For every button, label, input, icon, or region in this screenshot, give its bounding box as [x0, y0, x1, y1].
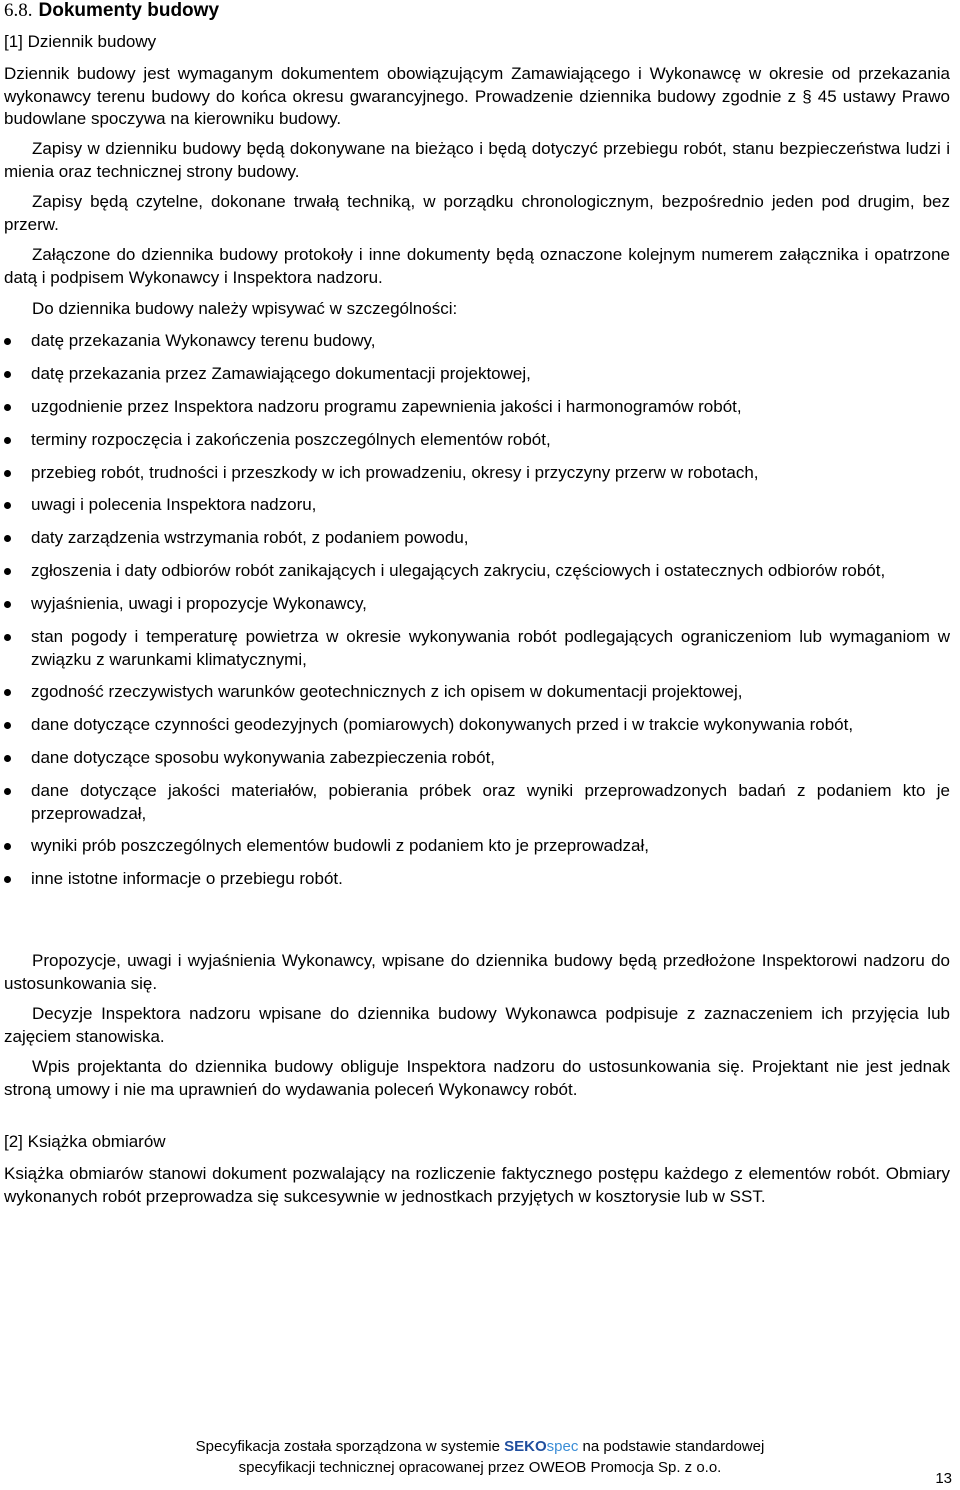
bullet-icon [4, 755, 11, 762]
paragraph-attachments: Załączone do dziennika budowy protokoły i inne dokumenty będą oznaczone kolejnym numerem załącznika i opatrzone datą i podpisem Wykonawcy i Inspektora nadzoru. [4, 245, 950, 287]
bullet-icon [4, 338, 11, 345]
paragraph-legibility: Zapisy będą czytelne, dokonane trwałą techniką, w porządku chronologicznym, bezpośrednio jeden pod drugim, bez przerw. [4, 192, 950, 234]
bullet-icon [4, 470, 11, 477]
page-number: 13 [935, 1470, 952, 1487]
footer-text: na podstawie standardowej [578, 1438, 765, 1455]
bullet-icon [4, 689, 11, 696]
bullet-icon [4, 437, 11, 444]
bullet-icon [4, 404, 11, 411]
paragraph-designer: Wpis projektanta do dziennika budowy obliguje Inspektora nadzoru do ustosunkowania się. Projektant nie jest jednak stroną umowy i nie ma uprawnień do wydawania poleceń Wykonawcy robót. [4, 1057, 950, 1099]
list-item: datę przekazania przez Zamawiającego dokumentacji projektowej, [4, 363, 950, 386]
section-title: Dokumenty budowy [38, 0, 220, 21]
list-item: uzgodnienie przez Inspektora nadzoru programu zapewnienia jakości i harmonogramów robót, [4, 396, 950, 419]
list-item: dane dotyczące jakości materiałów, pobierania próbek oraz wyniki przeprowadzonych badań z podaniem kto je przeprowadzał, [4, 780, 950, 825]
entries-list [4, 330, 950, 901]
footer-line-1 [0, 1436, 960, 1457]
bullet-icon [4, 601, 11, 608]
subsection-heading-obmiary: [2] Książka obmiarów [4, 1132, 166, 1151]
bullet-icon [4, 843, 11, 850]
bullet-icon [4, 502, 11, 509]
list-item: przebieg robót, trudności i przeszkody w ich prowadzeniu, okresy i przyczyny przerw w robotach, [4, 462, 950, 485]
paragraph-intro: Dziennik budowy jest wymaganym dokumentem obowiązującym Zamawiającego i Wykonawcę w okresie od przekazania wykonawcy terenu budowy do końca okresu gwarancyjnego. Prowadzenie dziennika budowy zgodnie z § 45 ustawy Prawo budowlane spoczywa na kierowniku budowy. [4, 64, 950, 128]
list-item: zgodność rzeczywistych warunków geotechnicznych z ich opisem w dokumentacji projektowej, [4, 681, 950, 704]
list-item: wyjaśnienia, uwagi i propozycje Wykonawcy, [4, 593, 950, 616]
list-item: daty zarządzenia wstrzymania robót, z podaniem powodu, [4, 527, 950, 550]
bullet-icon [4, 634, 11, 641]
list-item: zgłoszenia i daty odbiorów robót zanikających i ulegających zakryciu, częściowych i ostatecznych odbiorów robót, [4, 560, 950, 583]
brand-logo-seko: SEKO [504, 1438, 547, 1455]
subsection-heading-dziennik: [1] Dziennik budowy [4, 32, 157, 51]
list-item: wyniki prób poszczególnych elementów budowli z podaniem kto je przeprowadzał, [4, 835, 950, 858]
list-item: stan pogody i temperaturę powietrza w okresie wykonywania robót podlegających ograniczeniom lub wymaganiom w związku z warunkami klimatycznymi, [4, 626, 950, 671]
bullet-icon [4, 371, 11, 378]
brand-logo-spec: spec [546, 1438, 579, 1455]
section-number: 6.8. [4, 0, 33, 21]
paragraph-proposals: Propozycje, uwagi i wyjaśnienia Wykonawcy, wpisane do dziennika budowy będą przedłożone Inspektorowi nadzoru do ustosunkowania się. [4, 951, 950, 993]
bullet-icon [4, 876, 11, 883]
section-heading [4, 0, 219, 22]
bullet-icon [4, 788, 11, 795]
paragraph-entries: Zapisy w dzienniku budowy będą dokonywane na bieżąco i będą dotyczyć przebiegu robót, stanu bezpieczeństwa ludzi i mienia oraz technicznej strony budowy. [4, 139, 950, 181]
paragraph-decisions: Decyzje Inspektora nadzoru wpisane do dziennika budowy Wykonawca podpisuje z zaznaczeniem ich przyjęcia lub zajęciem stanowiska. [4, 1004, 950, 1046]
list-item: inne istotne informacje o przebiegu robót. [4, 868, 950, 891]
list-item: terminy rozpoczęcia i zakończenia poszczególnych elementów robót, [4, 429, 950, 452]
footer-line-2: specyfikacji technicznej opracowanej przez OWEOB Promocja Sp. z o.o. [238, 1459, 722, 1476]
list-item: dane dotyczące sposobu wykonywania zabezpieczenia robót, [4, 747, 950, 770]
paragraph-obmiary: Książka obmiarów stanowi dokument pozwalający na rozliczenie faktycznego postępu każdego z elementów robót. Obmiary wykonanych robót przeprowadza się sukcesywnie w jednostkach przyjętych w kosztorysie lub w SST. [4, 1164, 950, 1206]
list-item: datę przekazania Wykonawcy terenu budowy, [4, 330, 950, 353]
bullet-icon [4, 535, 11, 542]
list-item: dane dotyczące czynności geodezyjnych (pomiarowych) dokonywanych przed i w trakcie wykonywania robót, [4, 714, 950, 737]
footer-text: Specyfikacja została sporządzona w systemie [195, 1438, 505, 1455]
bullet-icon [4, 722, 11, 729]
paragraph-list-intro: Do dziennika budowy należy wpisywać w szczególności: [32, 299, 458, 318]
bullet-icon [4, 568, 11, 575]
list-item: uwagi i polecenia Inspektora nadzoru, [4, 494, 950, 517]
